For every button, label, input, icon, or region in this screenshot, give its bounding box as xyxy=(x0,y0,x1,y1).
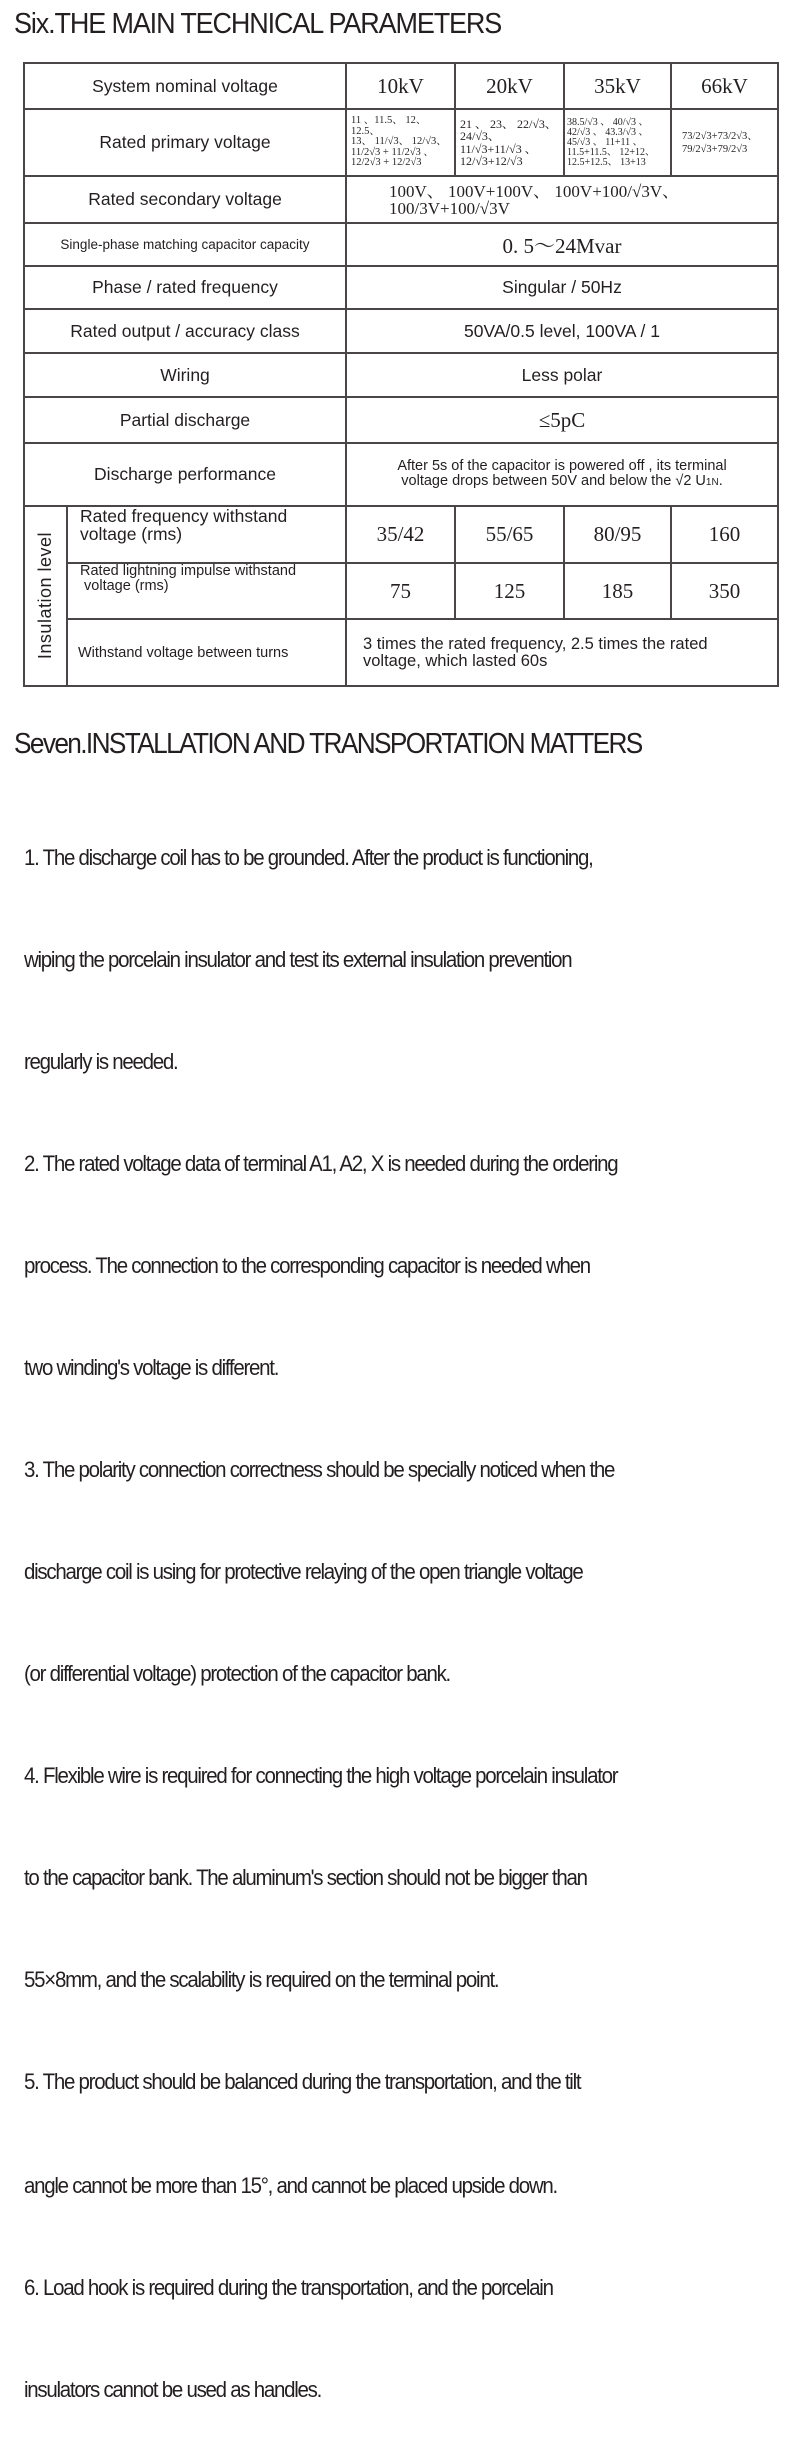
capacitor-capacity-value: 0. 5～24Mvar xyxy=(502,233,622,258)
rated-primary-20kv xyxy=(456,110,563,175)
instruction-line: 6. Load hook is required during the transportation, and the porcelain xyxy=(24,2275,553,2300)
value-line: After 5s of the capacitor is powered off , its terminal xyxy=(397,458,727,474)
value-line: 73/2√3+73/2√3、 xyxy=(682,130,758,142)
rated-secondary-voltage-value xyxy=(347,177,777,222)
between-turns-value xyxy=(347,620,777,685)
header-20kv: 20kV xyxy=(486,73,533,98)
value-line: 12/2√3 + 12/2√3 xyxy=(351,157,422,169)
value-line xyxy=(401,474,722,490)
instruction-line: to the capacitor bank. The aluminum's section should not be bigger than xyxy=(24,1865,587,1890)
value-line: 79/2√3+79/2√3 xyxy=(682,143,748,155)
rated-primary-voltage-label: Rated primary voltage xyxy=(99,132,271,152)
frequency-withstand-35kv: 80/95 xyxy=(593,522,642,546)
instruction-line: 55×8mm, and the scalability is required on the terminal point. xyxy=(24,1967,499,1992)
value-line: 21 、 23、 22/√3、 xyxy=(460,116,557,131)
insulation-level-group-label xyxy=(25,507,66,685)
frequency-withstand-10kv: 35/42 xyxy=(376,522,425,546)
value-line: 100V、 100V+100V、 100V+100/√3V、 xyxy=(389,181,680,201)
instructions-list xyxy=(24,773,740,2441)
value-line: 24/√3、 xyxy=(460,129,500,143)
technical-parameters-table xyxy=(23,62,779,687)
header-10kv: 10kV xyxy=(377,73,424,98)
value-line: 11/2√3 + 11/2√3 、 xyxy=(351,146,434,158)
partial-discharge-label: Partial discharge xyxy=(119,409,251,430)
wiring-value: Less polar xyxy=(521,364,603,385)
frequency-withstand-66kv: 160 xyxy=(708,522,741,546)
subscript: 1N xyxy=(705,477,719,488)
header-35kv: 35kV xyxy=(594,73,641,98)
lightning-impulse-10kv: 75 xyxy=(390,578,411,603)
header-66kv: 66kV xyxy=(701,73,748,98)
label-line: Rated lightning impulse withstand xyxy=(80,563,297,579)
instruction-line: 2. The rated voltage data of terminal A1, A2, X is needed during the ordering xyxy=(24,1151,618,1176)
discharge-performance-label: Discharge performance xyxy=(94,464,276,484)
value-line: 12/√3+12/√3 xyxy=(460,154,523,168)
instruction-line: 1. The discharge coil has to be grounded. After the product is functioning, xyxy=(24,845,593,870)
lightning-impulse-66kv: 350 xyxy=(708,578,741,603)
instruction-line: two winding's voltage is different. xyxy=(24,1355,279,1380)
header-label: System nominal voltage xyxy=(92,75,278,96)
insulation-level-text: Insulation level xyxy=(35,532,55,660)
rated-primary-10kv xyxy=(347,110,454,175)
capacitor-capacity-label: Single-phase matching capacitor capacity xyxy=(60,237,310,252)
instruction-line: insulators cannot be used as handles. xyxy=(24,2377,322,2402)
instruction-line: 3. The polarity connection correctness should be specially noticed when the xyxy=(24,1457,615,1482)
value-line: 42/√3 、 43.3/√3 、 xyxy=(567,126,649,138)
between-turns-label: Withstand voltage between turns xyxy=(78,644,289,661)
instruction-line: process. The connection to the corresponding capacitor is needed when xyxy=(24,1253,590,1278)
label-line: voltage (rms) xyxy=(80,578,169,594)
value-line: 13、 11/√3、 12/√3、 xyxy=(351,136,447,148)
value-line: 11 、11.5、 12、 12.5、 xyxy=(351,115,427,137)
instruction-line: 5. The product should be balanced during the transportation, and the tilt xyxy=(24,2069,581,2094)
value-line: 11/√3+11/√3 、 xyxy=(460,141,537,156)
instruction-line: wiping the porcelain insulator and test its external insulation prevention xyxy=(24,947,572,972)
section-seven-title: Seven.INSTALLATION AND TRANSPORTATION MATTERS xyxy=(14,728,642,760)
instruction-line: regularly is needed. xyxy=(24,1049,178,1074)
value-line: 3 times the rated frequency, 2.5 times the rated xyxy=(363,634,708,653)
output-accuracy-label: Rated output / accuracy class xyxy=(70,320,300,341)
instruction-line: (or differential voltage) protection of the capacitor bank. xyxy=(24,1661,450,1686)
frequency-withstand-20kv: 55/65 xyxy=(485,522,534,546)
wiring-label: Wiring xyxy=(160,364,210,385)
output-accuracy-value: 50VA/0.5 level, 100VA / 1 xyxy=(464,320,660,341)
label-line: Rated frequency withstand xyxy=(80,506,288,526)
instruction-line: 4. Flexible wire is required for connecting the high voltage porcelain insulator xyxy=(24,1763,618,1788)
frequency-withstand-label xyxy=(68,507,345,562)
value-line: 100/3V+100/√3V xyxy=(389,198,510,218)
value-line: 45/√3 、 11+11 、 xyxy=(567,136,643,148)
value-line: 11.5+11.5、 12+12、 xyxy=(567,146,656,158)
phase-frequency-value: Singular / 50Hz xyxy=(502,277,622,297)
label-line: voltage (rms) xyxy=(80,524,183,544)
partial-discharge-value: ≤5pC xyxy=(538,407,586,432)
section-six-title: Six.THE MAIN TECHNICAL PARAMETERS xyxy=(14,8,502,40)
value-text: . xyxy=(718,473,723,489)
instruction-line: discharge coil is using for protective relaying of the open triangle voltage xyxy=(24,1559,583,1584)
instruction-line: angle cannot be more than 15°, and cannot be placed upside down. xyxy=(24,2173,557,2198)
phase-frequency-label: Phase / rated frequency xyxy=(92,277,278,297)
value-line: 38.5/√3 、 40/√3 、 xyxy=(567,116,649,128)
value-line: voltage, which lasted 60s xyxy=(363,651,548,670)
lightning-impulse-20kv: 125 xyxy=(493,578,526,603)
discharge-performance-value xyxy=(347,444,777,505)
value-line: 12.5+12.5、 13+13 xyxy=(567,156,646,168)
rated-primary-66kv xyxy=(672,110,777,175)
rated-secondary-voltage-label: Rated secondary voltage xyxy=(88,189,282,209)
lightning-impulse-35kv: 185 xyxy=(601,578,634,603)
rated-primary-35kv xyxy=(565,110,670,175)
value-text: voltage drops between 50V and below the √2 U xyxy=(401,473,706,489)
lightning-impulse-label xyxy=(68,564,345,618)
